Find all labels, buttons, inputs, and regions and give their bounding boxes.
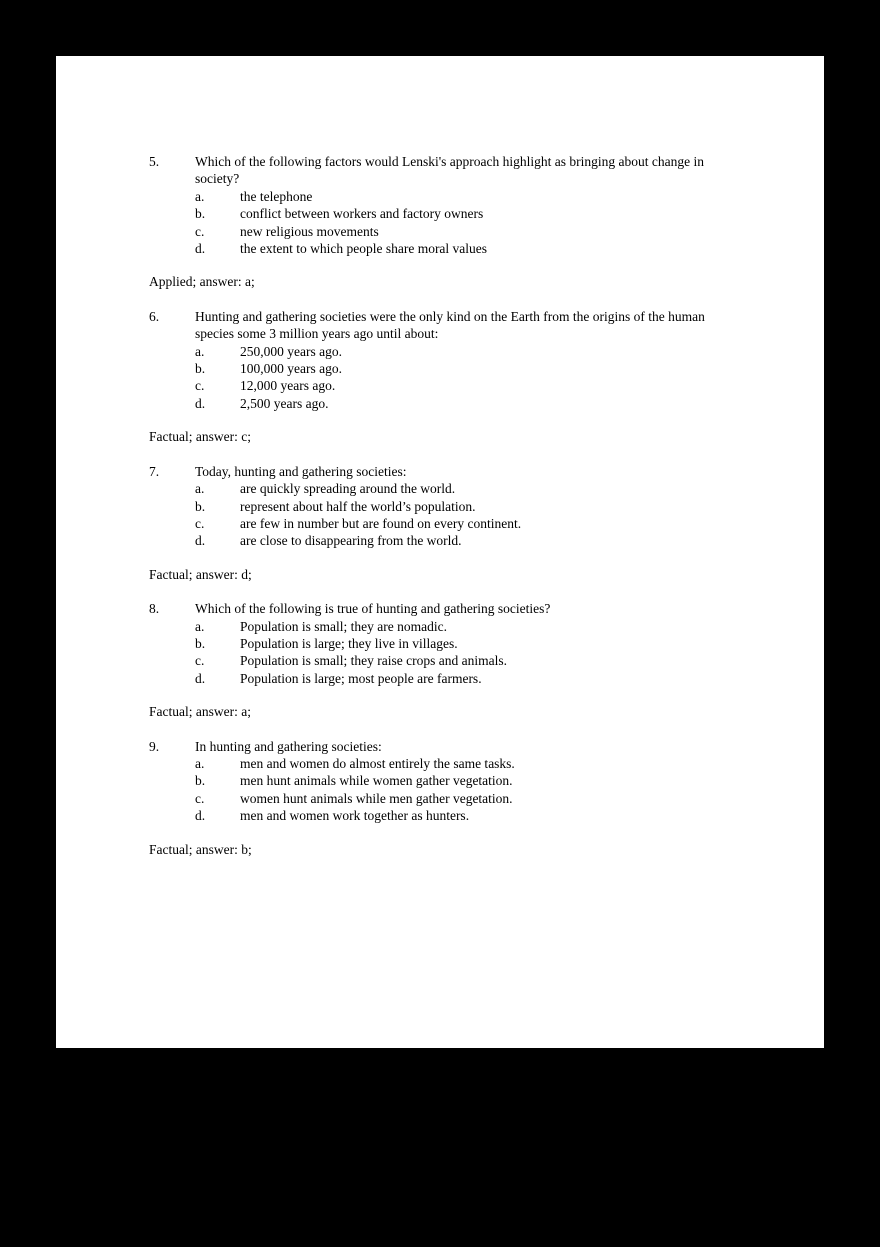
option-letter: a. (195, 343, 205, 359)
answer-line: Factual; answer: b; (149, 841, 252, 857)
question-block (149, 738, 824, 858)
option-text: the extent to which people share moral values (240, 241, 488, 257)
answer-line: Applied; answer: a; (149, 274, 255, 290)
option-row (195, 395, 824, 412)
option-row (195, 223, 824, 240)
questions-list (149, 153, 824, 858)
option-letter: d. (195, 241, 206, 257)
option-letter: b. (195, 498, 206, 514)
option-text: 250,000 years ago. (240, 343, 342, 359)
options-list (149, 480, 824, 550)
question-number: 5. (149, 154, 160, 169)
option-text: 100,000 years ago. (240, 361, 342, 377)
option-row (195, 807, 824, 824)
option-text: Population is small; they raise crops and animals. (240, 653, 507, 669)
options-list (149, 343, 824, 413)
options-list (149, 755, 824, 825)
option-letter: a. (195, 481, 205, 497)
option-letter: d. (195, 808, 206, 824)
option-text: 2,500 years ago. (240, 395, 329, 411)
option-text: Population is small; they are nomadic. (240, 618, 447, 634)
document-page (56, 56, 824, 1048)
option-row (195, 343, 824, 360)
option-text: are few in number but are found on every continent. (240, 515, 522, 531)
options-list (149, 188, 824, 258)
option-letter: b. (195, 361, 206, 377)
question-number: 7. (149, 463, 160, 479)
option-text: conflict between workers and factory owners (240, 206, 484, 222)
option-row (195, 670, 824, 687)
answer-line: Factual; answer: d; (149, 566, 252, 582)
option-text: men hunt animals while women gather vegetation. (240, 773, 513, 789)
option-letter: d. (195, 533, 206, 549)
option-letter: a. (195, 618, 205, 634)
question-number: 9. (149, 738, 160, 754)
option-row (195, 188, 824, 205)
option-letter: c. (195, 653, 205, 669)
option-row (195, 618, 824, 635)
option-letter: a. (195, 755, 205, 771)
answer-line: Factual; answer: a; (149, 704, 251, 720)
option-text: are quickly spreading around the world. (240, 481, 456, 497)
option-letter: c. (195, 223, 205, 239)
question-row (149, 463, 824, 480)
question-row (149, 153, 824, 188)
option-letter: d. (195, 395, 206, 411)
option-letter: d. (195, 670, 206, 686)
option-text: Population is large; they live in villages. (240, 635, 458, 651)
option-text: Population is large; most people are farmers. (240, 670, 482, 686)
question-text: Today, hunting and gathering societies: (195, 463, 407, 479)
option-text: new religious movements (240, 223, 379, 239)
options-list (149, 618, 824, 688)
option-row (195, 790, 824, 807)
question-row (149, 600, 824, 617)
option-text: the telephone (240, 188, 313, 204)
option-letter: b. (195, 635, 206, 651)
question-block (149, 463, 824, 583)
option-text: men and women do almost entirely the same tasks. (240, 755, 515, 771)
option-row (195, 772, 824, 789)
question-text: In hunting and gathering societies: (195, 738, 382, 754)
option-row (195, 498, 824, 515)
question-block (149, 153, 824, 291)
question-block (149, 308, 824, 446)
option-row (195, 377, 824, 394)
option-row (195, 240, 824, 257)
option-letter: c. (195, 515, 205, 531)
option-row (195, 515, 824, 532)
option-letter: c. (195, 378, 205, 394)
option-row (195, 480, 824, 497)
option-text: women hunt animals while men gather vegetation. (240, 790, 513, 806)
answer-line: Factual; answer: c; (149, 429, 251, 445)
option-letter: a. (195, 188, 205, 204)
question-row (149, 738, 824, 755)
question-row (149, 308, 824, 343)
question-text: Hunting and gathering societies were the only kind on the Earth from the origins of the human species some 3 million years ago until about: (195, 308, 705, 342)
option-row (195, 532, 824, 549)
option-letter: b. (195, 773, 206, 789)
question-number: 6. (149, 308, 160, 324)
option-row (195, 755, 824, 772)
option-text: represent about half the world’s population. (240, 498, 476, 514)
option-row (195, 635, 824, 652)
option-letter: c. (195, 790, 205, 806)
option-letter: b. (195, 206, 206, 222)
option-row (195, 652, 824, 669)
page-content (56, 56, 824, 858)
option-row (195, 360, 824, 377)
option-row (195, 205, 824, 222)
question-text: Which of the following factors would Lenski's approach highlight as bringing about change in society? (195, 154, 704, 187)
option-text: are close to disappearing from the world. (240, 533, 462, 549)
question-number: 8. (149, 601, 160, 617)
question-text: Which of the following is true of hunting and gathering societies? (195, 601, 551, 617)
option-text: men and women work together as hunters. (240, 808, 470, 824)
option-text: 12,000 years ago. (240, 378, 336, 394)
question-block (149, 600, 824, 720)
